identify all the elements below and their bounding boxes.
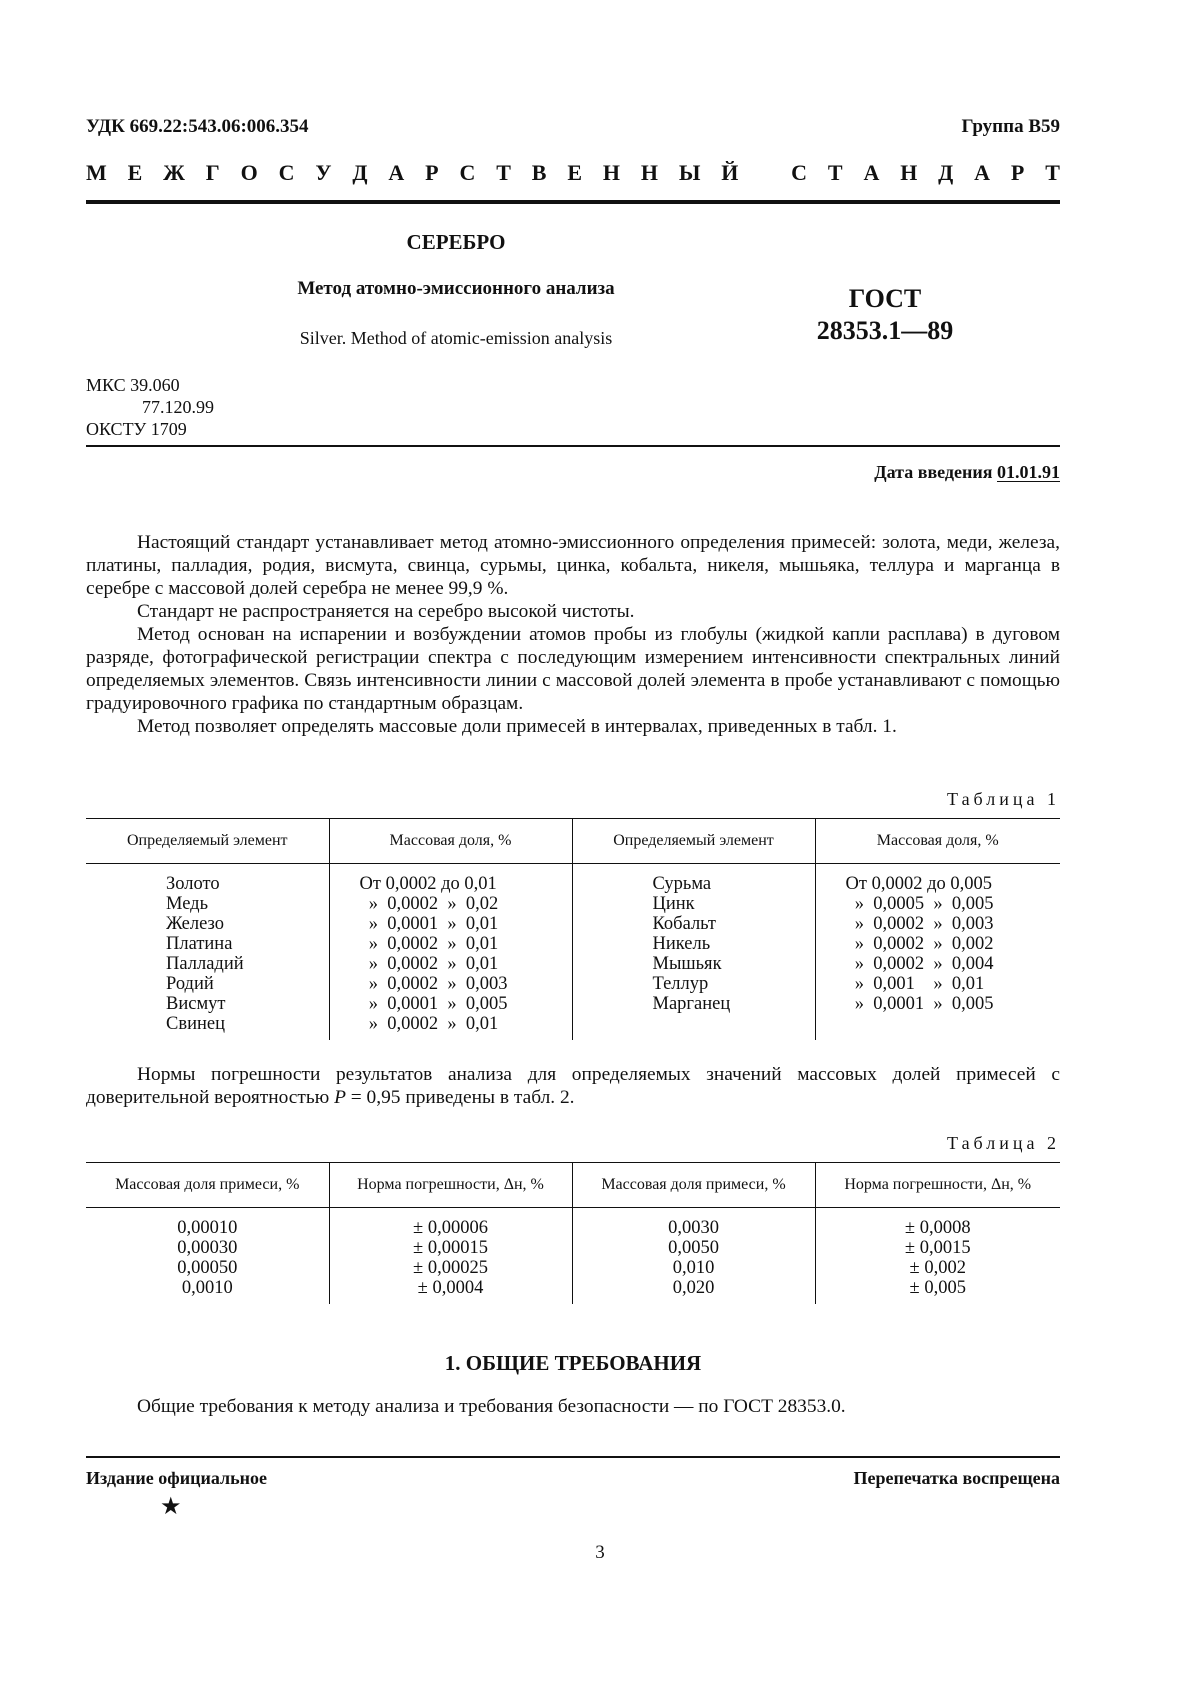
banner-letter: Д <box>352 160 368 185</box>
introduction-date-label: Дата введения <box>874 462 993 482</box>
okstu-code: ОКСТУ 1709 <box>86 419 187 439</box>
classification-codes <box>86 374 214 440</box>
table2-header: Массовая доля примеси, % <box>86 1163 329 1208</box>
banner-letter: А <box>863 160 880 185</box>
table1-ranges-left <box>329 864 572 1041</box>
paragraph-method: Метод основан на испарении и возбуждении атомов пробы из глобулы (жидкой капли расплава) в дуговом разряде, фотографической регистрации спектра с последующим измерением интенсивности спектральных линий определяемых элементов. Связь интенсивности линии с массовой долей элемента в пробе устанавливают с помощью градуировочного графика по стандартным образцам. <box>86 624 1060 714</box>
table-cell-value: » 0,0001 » 0,005 <box>359 994 508 1014</box>
introduction-date <box>874 462 1060 483</box>
table-cell-value: » 0,0002 » 0,01 <box>359 1014 499 1034</box>
banner-letter: Е <box>567 160 582 185</box>
paragraph-exclusion: Стандарт не распространяется на серебро высокой чистоты. <box>137 601 635 622</box>
table-cell-value: ± 0,0008 <box>904 1218 971 1238</box>
table-cell-value: 0,00050 <box>177 1258 238 1278</box>
table-cell-value: Золото <box>166 874 220 894</box>
table-cell-value: 0,010 <box>672 1258 715 1278</box>
paragraph-error-norms <box>86 1063 1060 1109</box>
table-cell-value: » 0,0002 » 0,002 <box>845 934 994 954</box>
table-cell-value: » 0,0001 » 0,01 <box>359 914 499 934</box>
banner-letter: А <box>974 160 991 185</box>
banner-letter: У <box>315 160 332 185</box>
banner-letter: В <box>531 160 547 185</box>
table-cell-value: » 0,0002 » 0,004 <box>845 954 994 974</box>
banner-letter: Й <box>721 160 739 185</box>
table-cell-value: 0,020 <box>672 1278 715 1298</box>
introduction-date-value: 01.01.91 <box>997 462 1060 482</box>
banner-letter: Ы <box>678 160 701 185</box>
table2-header: Норма погрешности, Δн, % <box>815 1163 1060 1208</box>
banner-letter: Н <box>602 160 620 185</box>
intro-paragraphs <box>86 531 1060 738</box>
table-cell-value: 0,0030 <box>668 1218 719 1238</box>
star-icon: ★ <box>160 1494 182 1520</box>
table-cell-value: 0,0010 <box>181 1278 233 1298</box>
banner-letter: С <box>278 160 295 185</box>
table1 <box>86 818 1060 1040</box>
mks-code-second: 77.120.99 <box>142 397 214 417</box>
banner-letter: М <box>86 160 107 185</box>
table-cell-value: » 0,0001 » 0,005 <box>845 994 994 1014</box>
table-cell-value: ± 0,002 <box>909 1258 966 1278</box>
paragraph-scope: Настоящий стандарт устанавливает метод атомно-эмиссионного определения примесей: золота, меди, железа, платины, палладия, родия, висмута, свинца, сурьмы, цинка, кобальта, никеля, мышьяка, теллура и марганца в серебре с массовой долей серебра не менее 99,9 %. <box>86 532 1060 599</box>
table-cell-value: ± 0,00025 <box>413 1258 488 1278</box>
table-cell-value: » 0,0005 » 0,005 <box>845 894 994 914</box>
banner-letter: Г <box>205 160 220 185</box>
table2-fractions-left <box>86 1208 329 1305</box>
banner-letter: С <box>791 160 808 185</box>
codes-divider <box>86 445 1060 447</box>
table1-elements-left <box>86 864 329 1041</box>
mks-code: МКС 39.060 <box>86 375 180 395</box>
table2 <box>86 1162 1060 1304</box>
table1-header: Массовая доля, % <box>815 819 1060 864</box>
table-cell-value: Медь <box>166 894 209 914</box>
table-cell-value: Свинец <box>166 1014 225 1034</box>
banner-letter: Ж <box>163 160 185 185</box>
group-code: Группа В59 <box>961 116 1060 137</box>
header-divider <box>86 200 1060 204</box>
table-cell-value: ± 0,00006 <box>413 1218 488 1238</box>
table-cell-value: » 0,0002 » 0,02 <box>359 894 499 914</box>
udk-code: УДК 669.22:543.06:006.354 <box>86 116 309 137</box>
table-cell-value: Теллур <box>652 974 709 994</box>
document-title: СЕРЕБРО <box>406 230 506 254</box>
table-cell-value: Мышьяк <box>652 954 722 974</box>
interstate-standard-banner <box>86 160 1060 186</box>
table2-errors-right <box>815 1208 1060 1305</box>
table2-header: Массовая доля примеси, % <box>572 1163 815 1208</box>
banner-letter: Р <box>1010 160 1025 185</box>
table-cell-value: 0,0050 <box>668 1238 719 1258</box>
table-cell-value: От 0,0002 до 0,005 <box>845 874 992 894</box>
table-cell-value: » 0,0002 » 0,01 <box>359 934 499 954</box>
table-cell-value: Цинк <box>652 894 695 914</box>
banner-letter: О <box>240 160 258 185</box>
table1-ranges-right <box>815 864 1060 1041</box>
probability-variable: P <box>334 1087 346 1108</box>
table-cell-value: ± 0,00015 <box>413 1238 488 1258</box>
table1-label: Таблица 1 <box>947 789 1060 809</box>
table1-header: Определяемый элемент <box>572 819 815 864</box>
banner-letter: С <box>459 160 476 185</box>
gost-code: 28353.1—89 <box>816 316 954 345</box>
document-subtitle-ru: Метод атомно-эмиссионного анализа <box>297 278 615 299</box>
paragraph-ranges: Метод позволяет определять массовые доли примесей в интервалах, приведенных в табл. 1. <box>137 716 897 737</box>
document-subtitle-en: Silver. Method of atomic-emission analysis <box>299 328 613 348</box>
table-cell-value: 0,00010 <box>177 1218 238 1238</box>
table-cell-value: Железо <box>166 914 224 934</box>
banner-letter: Д <box>938 160 954 185</box>
table-cell-value: Родий <box>166 974 214 994</box>
banner-letter: Н <box>640 160 658 185</box>
table-cell-value: » 0,001 » 0,01 <box>845 974 985 994</box>
banner-letter: А <box>388 160 405 185</box>
banner-letter: Т <box>496 160 511 185</box>
reprint-prohibited: Перепечатка воспрещена <box>853 1468 1060 1488</box>
table-cell-value: Платина <box>166 934 233 954</box>
table-cell-value: » 0,0002 » 0,01 <box>359 954 499 974</box>
table-cell-value: ± 0,005 <box>909 1278 966 1298</box>
table-cell-value: От 0,0002 до 0,01 <box>359 874 497 894</box>
table2-header-row <box>86 1163 1060 1208</box>
table-cell-value: Висмут <box>166 994 226 1014</box>
table1-elements-right <box>572 864 815 1041</box>
table-cell-value: » 0,0002 » 0,003 <box>845 914 994 934</box>
error-norms-text-start: Нормы погрешности результатов анализа для определяемых значений массовых долей примесей с доверительной вероятностью <box>86 1064 1060 1108</box>
table1-header-row <box>86 819 1060 864</box>
official-edition: Издание официальное <box>86 1468 267 1488</box>
banner-letter: Т <box>1045 160 1060 185</box>
banner-letter: Е <box>127 160 143 185</box>
table2-header: Норма погрешности, Δн, % <box>329 1163 572 1208</box>
table2-fractions-right <box>572 1208 815 1305</box>
section-1-heading: 1. ОБЩИЕ ТРЕБОВАНИЯ <box>444 1351 702 1375</box>
error-norms-paragraph <box>86 1063 1060 1109</box>
table-cell-value: Кобальт <box>652 914 717 934</box>
banner-letter: Р <box>425 160 439 185</box>
table-cell-value: Марганец <box>652 994 731 1014</box>
footer-divider <box>86 1456 1060 1458</box>
gost-label: ГОСТ <box>848 284 922 313</box>
error-norms-text-end: = 0,95 приведены в табл. 2. <box>345 1087 575 1108</box>
table-cell-value: 0,00030 <box>177 1238 238 1258</box>
banner-letter <box>759 160 770 186</box>
table-cell-value: Никель <box>652 934 711 954</box>
table2-errors-left <box>329 1208 572 1305</box>
banner-letter: Т <box>827 160 843 185</box>
table-cell-value: ± 0,0015 <box>904 1238 971 1258</box>
table1-header: Определяемый элемент <box>86 819 329 864</box>
table1-body-row <box>86 864 1060 1041</box>
table-cell-value: ± 0,0004 <box>417 1278 484 1298</box>
section-1-text: Общие требования к методу анализа и требования безопасности — по ГОСТ 28353.0. <box>137 1396 846 1417</box>
table1-header: Массовая доля, % <box>329 819 572 864</box>
table-cell-value: » 0,0002 » 0,003 <box>359 974 508 994</box>
banner-letter: Н <box>900 160 918 185</box>
page-number: 3 <box>595 1542 605 1563</box>
table2-label: Таблица 2 <box>947 1133 1060 1153</box>
gost-number <box>800 283 970 347</box>
table-cell-value: Палладий <box>166 954 244 974</box>
table2-body-row <box>86 1208 1060 1305</box>
table-cell-value: Сурьма <box>652 874 712 894</box>
